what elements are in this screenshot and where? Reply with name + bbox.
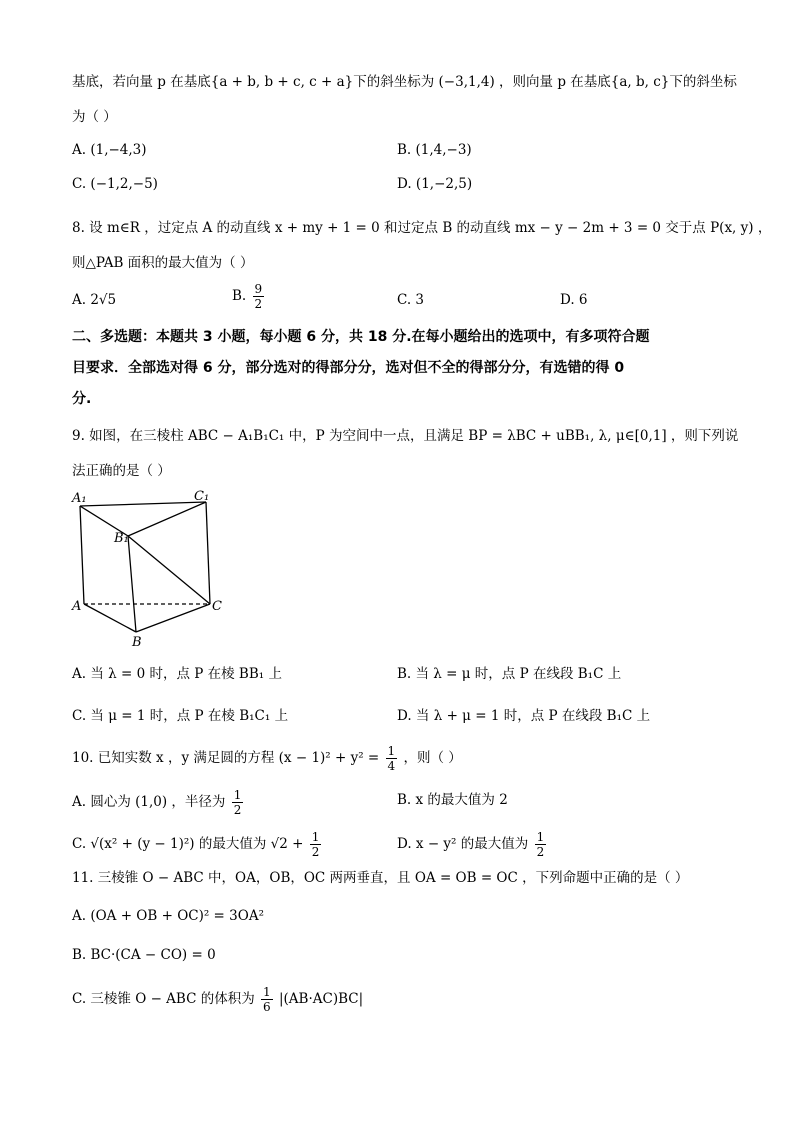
q10-stem-fraction — [386, 744, 398, 773]
q7-stem-line2: 为（ ） — [72, 109, 117, 125]
fraction-numerator: 1 — [387, 744, 396, 758]
q10-option-c — [72, 830, 323, 859]
q7-option-d: D. (1,−2,5) — [397, 176, 473, 192]
fraction-denominator: 2 — [311, 845, 320, 859]
fraction-denominator: 2 — [233, 803, 242, 817]
q8-option-b-label: B. — [232, 288, 247, 304]
q11-option-b: B. BC·(CA − CO) = 0 — [72, 947, 216, 963]
q11-stem: 11. 三棱锥 O − ABC 中，OA，OB，OC 两两垂直，且 OA = OB = OC ，下列命题中正确的是（ ） — [72, 870, 689, 886]
label-b: B — [132, 635, 142, 650]
fraction-numerator: 1 — [263, 985, 271, 999]
q9-option-c: C. 当 μ = 1 时，点 P 在棱 B₁C₁ 上 — [72, 708, 289, 724]
q7-option-a: A. (1,−4,3) — [72, 142, 147, 158]
q7-option-b: B. (1,4,−3) — [397, 142, 472, 158]
fraction-denominator: 2 — [536, 845, 545, 859]
q10-option-c-text: C. √(x² + (y − 1)²) 的最大值为 √2 + — [72, 836, 304, 852]
prism-diagram — [70, 488, 230, 650]
q10-option-d — [397, 830, 548, 859]
fraction-denominator: 2 — [254, 297, 263, 311]
label-c: C — [212, 599, 222, 614]
q8-stem-line1: 8. 设 m∈R ，过定点 A 的动直线 x + my + 1 = 0 和过定点 B 的动直线 mx − y − 2m + 3 = 0 交于点 P(x, y) ， — [72, 220, 772, 236]
fraction-denominator: 4 — [387, 759, 396, 773]
q9-stem-line2: 法正确的是（ ） — [72, 463, 171, 479]
q7-option-c: C. (−1,2,−5) — [72, 176, 158, 192]
prism-figure — [70, 488, 230, 650]
fraction-numerator: 9 — [254, 282, 263, 296]
q8-option-c: C. 3 — [397, 292, 425, 308]
fraction-numerator: 1 — [311, 830, 320, 844]
edge-bc — [136, 604, 210, 632]
q11-option-a: A. (OA + OB + OC)² = 3OA² — [72, 908, 264, 924]
q10-option-d-fraction — [535, 830, 547, 859]
edge-a1a — [80, 506, 84, 604]
q10-stem-tail: ，则（ ） — [403, 750, 462, 766]
q11-option-c-fraction — [261, 985, 273, 1014]
fraction-denominator: 6 — [263, 1000, 271, 1014]
q10-stem — [72, 744, 462, 773]
label-c1: C₁ — [194, 489, 210, 504]
section2-heading-line1: 二、多选题：本题共 3 小题，每小题 6 分，共 18 分.在每小题给出的选项中，有多项符合题 — [72, 329, 650, 345]
q7-stem-line1: 基底，若向量 p 在基底{a + b, b + c, c + a}下的斜坐标为 (−3,1,4) ，则向量 p 在基底{a, b, c}下的斜坐标 — [72, 74, 737, 90]
q11-option-c-expr: |(AB·AC)BC| — [278, 991, 364, 1007]
q11-option-c — [72, 985, 363, 1014]
q8-stem-line2: 则△PAB 面积的最大值为（ ） — [72, 255, 254, 271]
fraction-numerator: 1 — [536, 830, 545, 844]
q9-option-a: A. 当 λ = 0 时，点 P 在棱 BB₁ 上 — [72, 666, 282, 682]
q10-option-a — [72, 788, 245, 817]
q10-option-c-fraction — [310, 830, 322, 859]
q10-stem-text: 10. 已知实数 x ，y 满足圆的方程 (x − 1)² + y² = — [72, 750, 380, 766]
section2-heading-line3: 分. — [72, 391, 92, 407]
edge-ab — [84, 604, 136, 632]
q10-option-d-text: D. x − y² 的最大值为 — [397, 836, 529, 852]
edge-b1b — [128, 536, 136, 632]
q9-stem-line1: 9. 如图，在三棱柱 ABC − A₁B₁C₁ 中，P 为空间中一点，且满足 BP = λBC + uBB₁, λ, μ∈[0,1] ，则下列说 — [72, 428, 739, 444]
q11-option-c-text: C. 三棱锥 O − ABC 的体积为 — [72, 991, 255, 1007]
edge-b1c — [128, 536, 210, 604]
edge-a1c1 — [80, 502, 206, 506]
q10-option-b: B. x 的最大值为 2 — [397, 792, 508, 808]
edge-c1c — [206, 502, 210, 604]
fraction-numerator: 1 — [233, 788, 242, 802]
q10-option-a-text: A. 圆心为 (1,0) ，半径为 — [72, 794, 226, 810]
q9-option-b: B. 当 λ = μ 时，点 P 在线段 B₁C 上 — [397, 666, 622, 682]
q8-option-d: D. 6 — [560, 292, 588, 308]
section2-heading-line2: 目要求．全部选对得 6 分，部分选对的得部分分，选对但不全的得部分分，有选错的得 0 — [72, 360, 625, 376]
label-b1: B₁ — [114, 531, 129, 546]
q9-option-d: D. 当 λ + μ = 1 时，点 P 在线段 B₁C 上 — [397, 708, 651, 724]
q8-option-a: A. 2√5 — [72, 292, 117, 308]
q10-option-a-fraction — [232, 788, 244, 817]
q8-option-b — [232, 282, 266, 311]
label-a: A — [72, 599, 82, 614]
label-a1: A₁ — [72, 491, 87, 506]
q8-option-b-fraction — [253, 282, 265, 311]
edge-b1c1 — [128, 502, 206, 536]
